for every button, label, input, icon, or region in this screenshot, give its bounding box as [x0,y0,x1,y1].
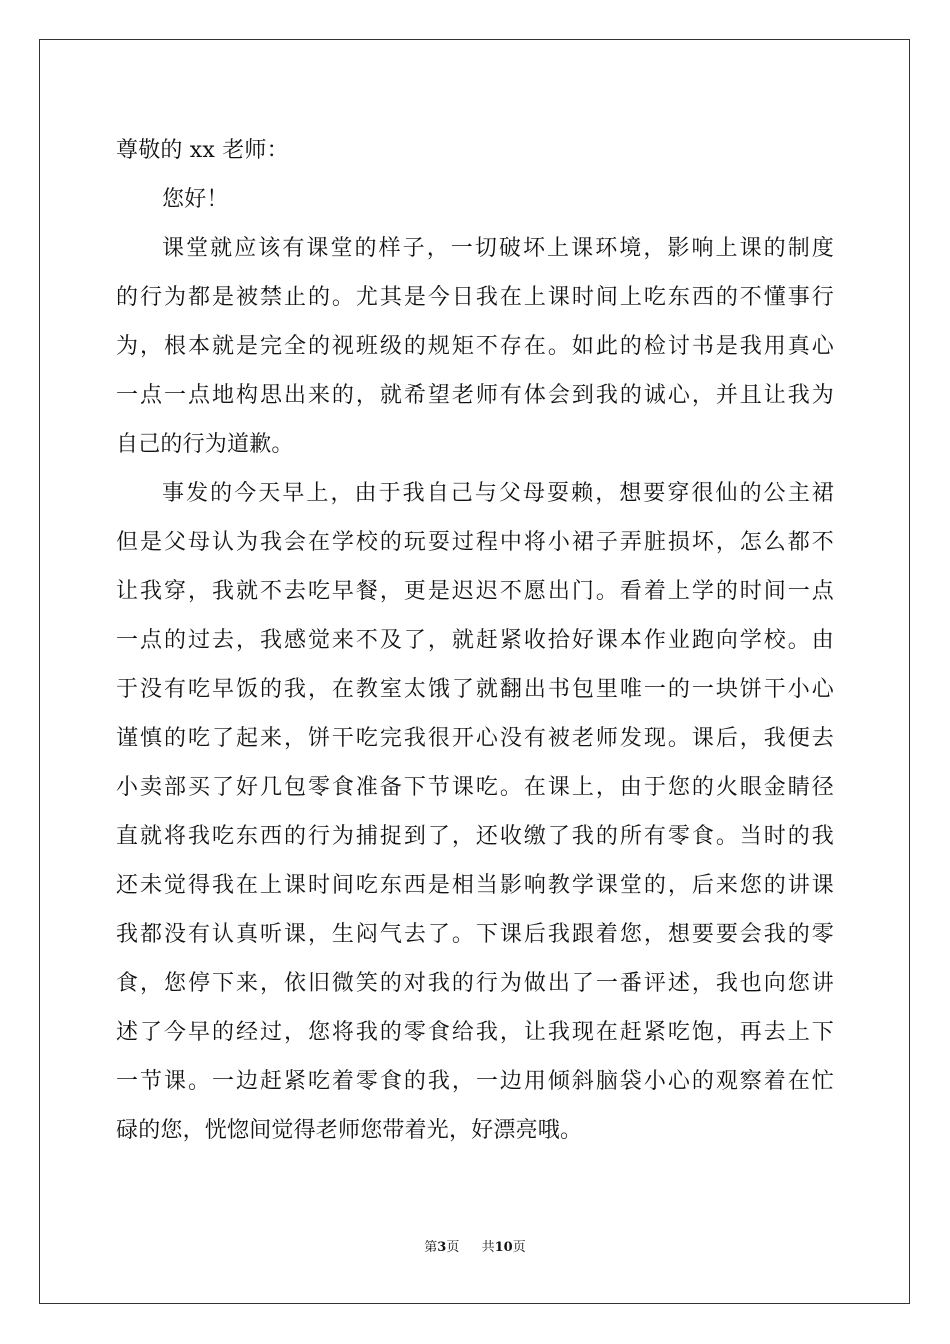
paragraph-line: 但是父母认为我会在学校的玩耍过程中将小裙子弄脏损坏，怎么都不 [116,530,834,555]
paragraph-line: 的行为都是被禁止的。尤其是今日我在上课时间上吃东西的不懂事行 [116,285,834,310]
letter-body [116,126,834,1155]
paragraph-line: 小卖部买了好几包零食准备下节课吃。在课上，由于您的火眼金睛径 [116,775,834,800]
paragraph-line: 于没有吃早饭的我，在教室太饿了就翻出书包里唯一的一块饼干小心 [116,677,834,702]
paragraph-line: 述了今早的经过，您将我的零食给我，让我现在赶紧吃饱，再去上下 [116,1020,834,1045]
paragraph-line: 一点一点地构思出来的，就希望老师有体会到我的诚心，并且让我为 [116,383,834,408]
page-footer [0,1240,950,1256]
paragraph-line: 一节课。一边赶紧吃着零食的我，一边用倾斜脑袋小心的观察着在忙 [116,1069,834,1094]
paragraph-line: 还未觉得我在上课时间吃东西是相当影响教学课堂的，后来您的讲课 [116,873,834,898]
page-number-label: 第3页 [424,1240,460,1255]
paragraph-line: 谨慎的吃了起来，饼干吃完我很开心没有被老师发现。课后，我便去 [116,726,834,751]
paragraph-1 [116,224,834,469]
paragraph-line: 直就将我吃东西的行为捕捉到了，还收缴了我的所有零食。当时的我 [116,824,834,849]
current-page-number: 3 [437,1240,447,1255]
greeting: 您好！ [162,187,229,212]
total-pages-label: 共10页 [481,1240,526,1255]
paragraph-line: 事发的今天早上，由于我自己与父母耍赖，想要穿很仙的公主裙 [162,481,834,506]
paragraph-line: 食，您停下来，依旧微笑的对我的行为做出了一番评述，我也向您讲 [116,971,834,996]
paragraph-line: 一点的过去，我感觉来不及了，就赶紧收拾好课本作业跑向学校。由 [116,628,834,653]
paragraph-line: 我都没有认真听课，生闷气去了。下课后我跟着您，想要要会我的零 [116,922,834,947]
paragraph-line: 碌的您，恍惚间觉得老师您带着光，好漂亮哦。 [116,1118,583,1143]
total-page-count: 10 [494,1240,513,1255]
paragraph-line: 为，根本就是完全的视班级的规矩不存在。如此的检讨书是我用真心 [116,334,834,359]
paragraph-line: 让我穿，我就不去吃早餐，更是迟迟不愿出门。看着上学的时间一点 [116,579,834,604]
paragraph-line: 自己的行为道歉。 [116,432,294,457]
paragraph-line: 课堂就应该有课堂的样子，一切破坏上课环境，影响上课的制度 [162,236,834,261]
salutation: 尊敬的 xx 老师： [116,138,289,163]
paragraph-2 [116,469,834,1155]
